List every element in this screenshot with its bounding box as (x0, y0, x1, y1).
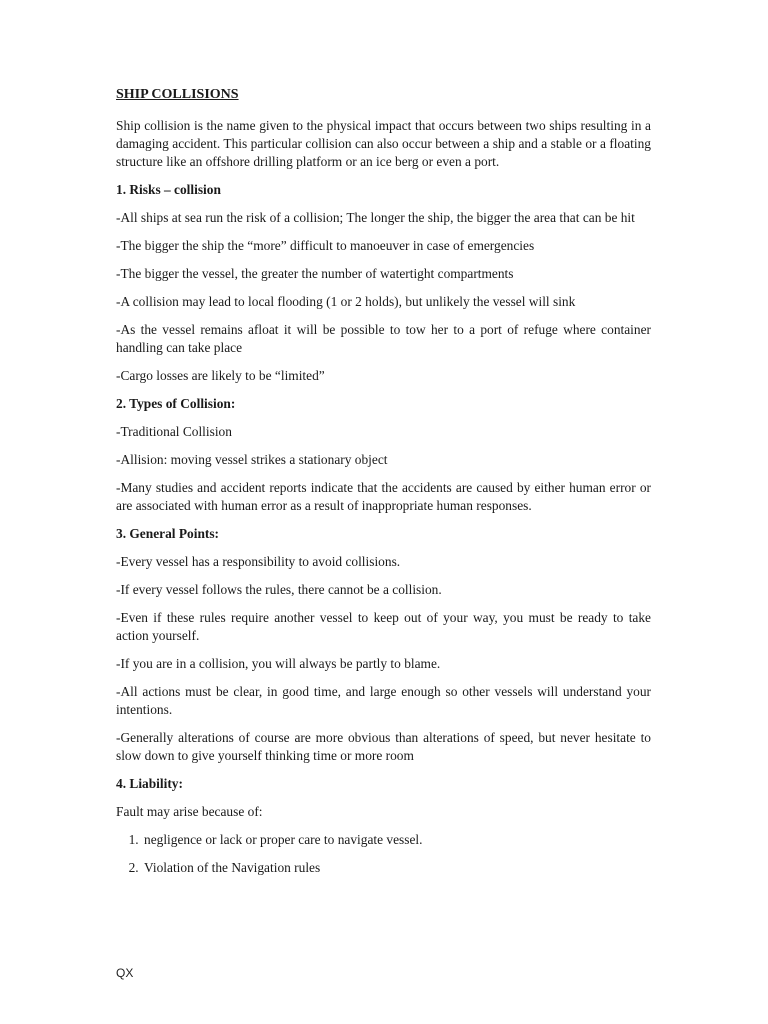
risk-item: -The bigger the ship the “more” difficult to manoeuver in case of emergencies (116, 238, 535, 253)
type-item: -Many studies and accident reports indicate that the accidents are caused by either human error or are associated with human error as a result of inappropriate human responses. (116, 480, 651, 513)
section-heading-risks: 1. Risks – collision (116, 182, 221, 197)
risk-item: -The bigger the vessel, the greater the number of watertight compartments (116, 266, 514, 281)
intro-paragraph: Ship collision is the name given to the physical impact that occurs between two ships resulting in a damaging accident. This particular collision can also occur between a ship and a stable or a floating structure like an offshore drilling platform or an ice berg or even a port. (116, 118, 651, 169)
liability-list-item: 1. negligence or lack or proper care to navigate vessel. (142, 831, 651, 849)
risk-item: -All ships at sea run the risk of a collision; The longer the ship, the bigger the area that can be hit (116, 210, 635, 225)
general-point-item: -Generally alterations of course are more obvious than alterations of speed, but never hesitate to slow down to give yourself thinking time or more room (116, 730, 651, 763)
type-item: -Allision: moving vessel strikes a stationary object (116, 452, 388, 467)
section-heading-general-points: 3. General Points: (116, 526, 220, 541)
page-footer: QX (116, 966, 134, 980)
general-point-item: -If you are in a collision, you will always be partly to blame. (116, 656, 441, 671)
liability-intro: Fault may arise because of: (116, 804, 263, 819)
section-heading-types: 2. Types of Collision: (116, 396, 236, 411)
general-point-item: -All actions must be clear, in good time, and large enough so other vessels will understand your intentions. (116, 684, 651, 717)
risk-item: -Cargo losses are likely to be “limited” (116, 368, 325, 383)
document-title: SHIP COLLISIONS (116, 87, 239, 102)
general-point-item: -Every vessel has a responsibility to avoid collisions. (116, 554, 401, 569)
section-heading-liability: 4. Liability: (116, 776, 183, 791)
liability-list-item: 2. Violation of the Navigation rules (142, 859, 651, 877)
document-page (116, 86, 651, 887)
type-item: -Traditional Collision (116, 424, 232, 439)
risk-item: -A collision may lead to local flooding (1 or 2 holds), but unlikely the vessel will sink (116, 294, 576, 309)
general-point-item: -Even if these rules require another vessel to keep out of your way, you must be ready to take action yourself. (116, 610, 651, 643)
liability-list (116, 831, 651, 877)
risk-item: -As the vessel remains afloat it will be possible to tow her to a port of refuge where container handling can take place (116, 322, 651, 355)
general-point-item: -If every vessel follows the rules, there cannot be a collision. (116, 582, 442, 597)
